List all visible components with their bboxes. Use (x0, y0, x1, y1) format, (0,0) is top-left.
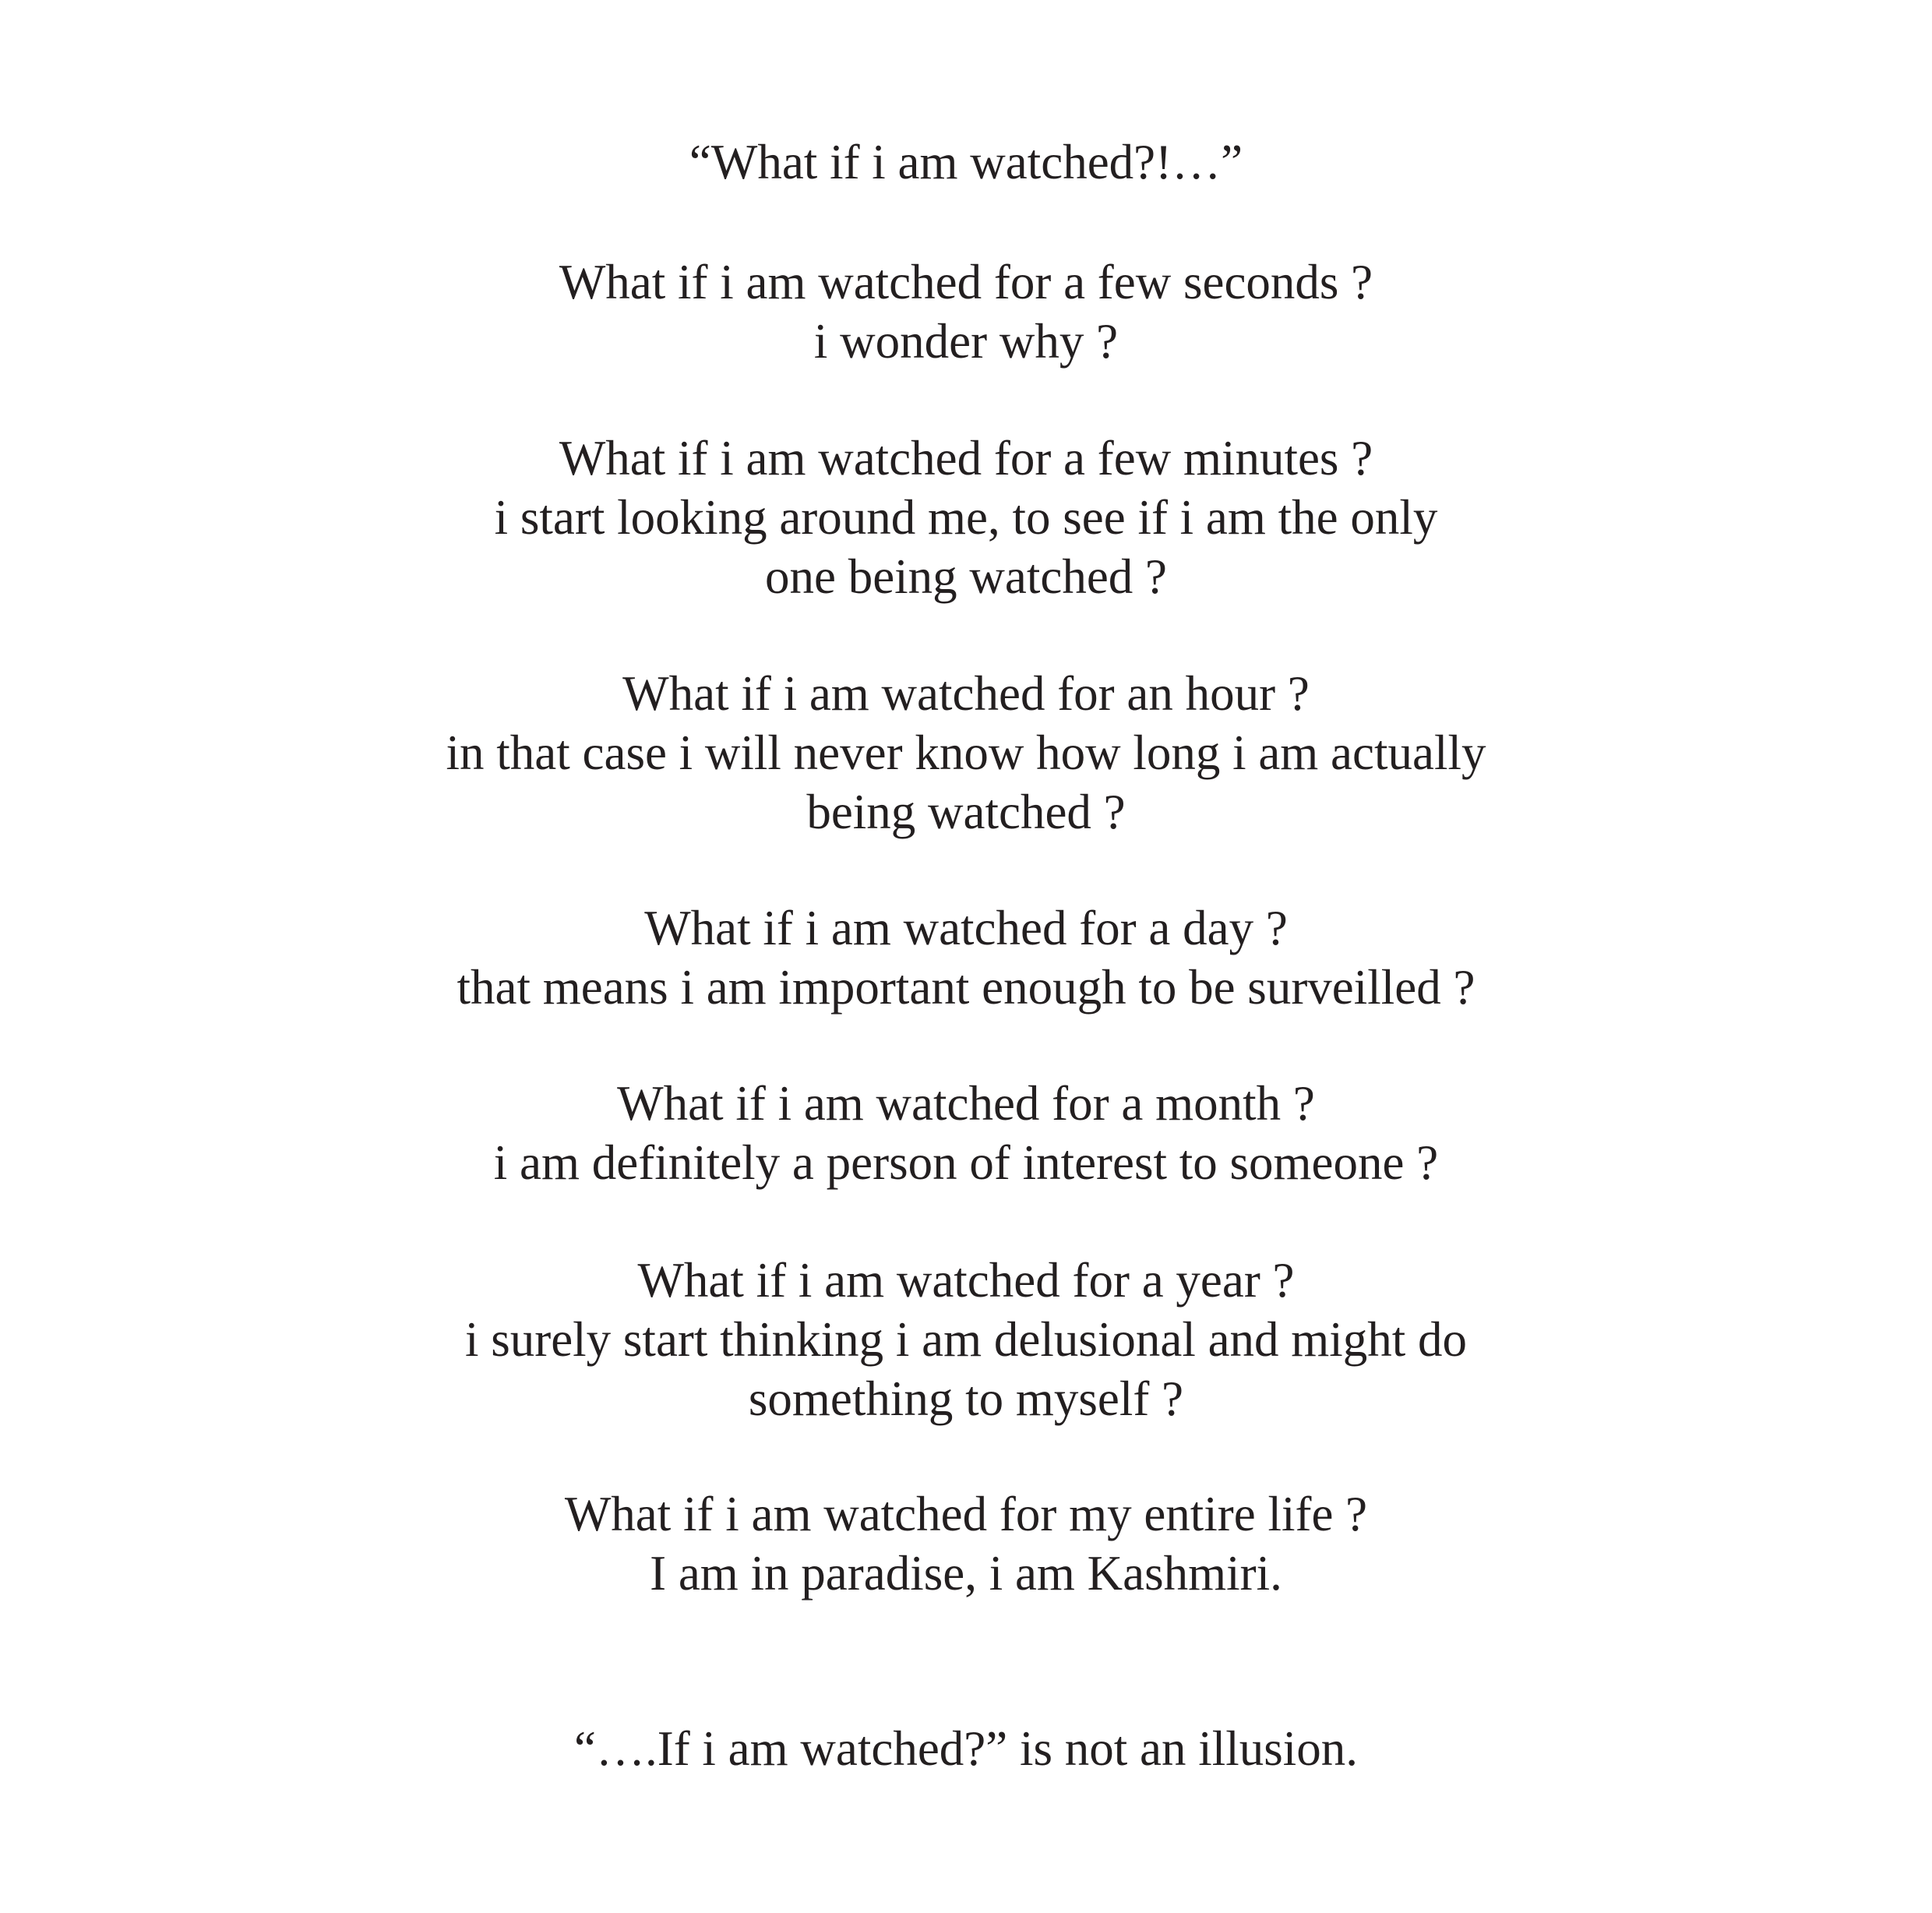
stanza-line: What if i am watched for a month ? (617, 1076, 1315, 1131)
poem-title: “What if i am watched?!…” (689, 135, 1243, 189)
stanza-line: What if i am watched for my entire life ? (564, 1487, 1368, 1541)
stanza-line: What if i am watched for an hour ? (622, 666, 1310, 721)
stanza-line: one being watched ? (764, 549, 1168, 604)
stanza-line: in that case i will never know how long i am actually (446, 725, 1486, 780)
stanza-line: i surely start thinking i am delusional and might do (464, 1312, 1468, 1367)
stanza-line: i am definitely a person of interest to someone ? (493, 1135, 1439, 1190)
stanza-line: i start looking around me, to see if i am the only (494, 490, 1438, 545)
stanza-line: something to myself ? (748, 1371, 1184, 1426)
stanza-line: I am in paradise, i am Kashmiri. (650, 1546, 1282, 1601)
stanza-line: What if i am watched for a few seconds ? (559, 255, 1373, 309)
stanza-line: What if i am watched for a year ? (637, 1253, 1295, 1308)
stanza-line: being watched ? (806, 785, 1126, 839)
closing-line: “….If i am watched?” is not an illusion. (574, 1721, 1358, 1776)
stanza-line: that means i am important enough to be surveilled ? (457, 960, 1475, 1015)
stanza-line: What if i am watched for a day ? (644, 901, 1288, 955)
stanza-line: i wonder why ? (813, 314, 1119, 369)
stanza-line: What if i am watched for a few minutes ? (559, 431, 1373, 485)
